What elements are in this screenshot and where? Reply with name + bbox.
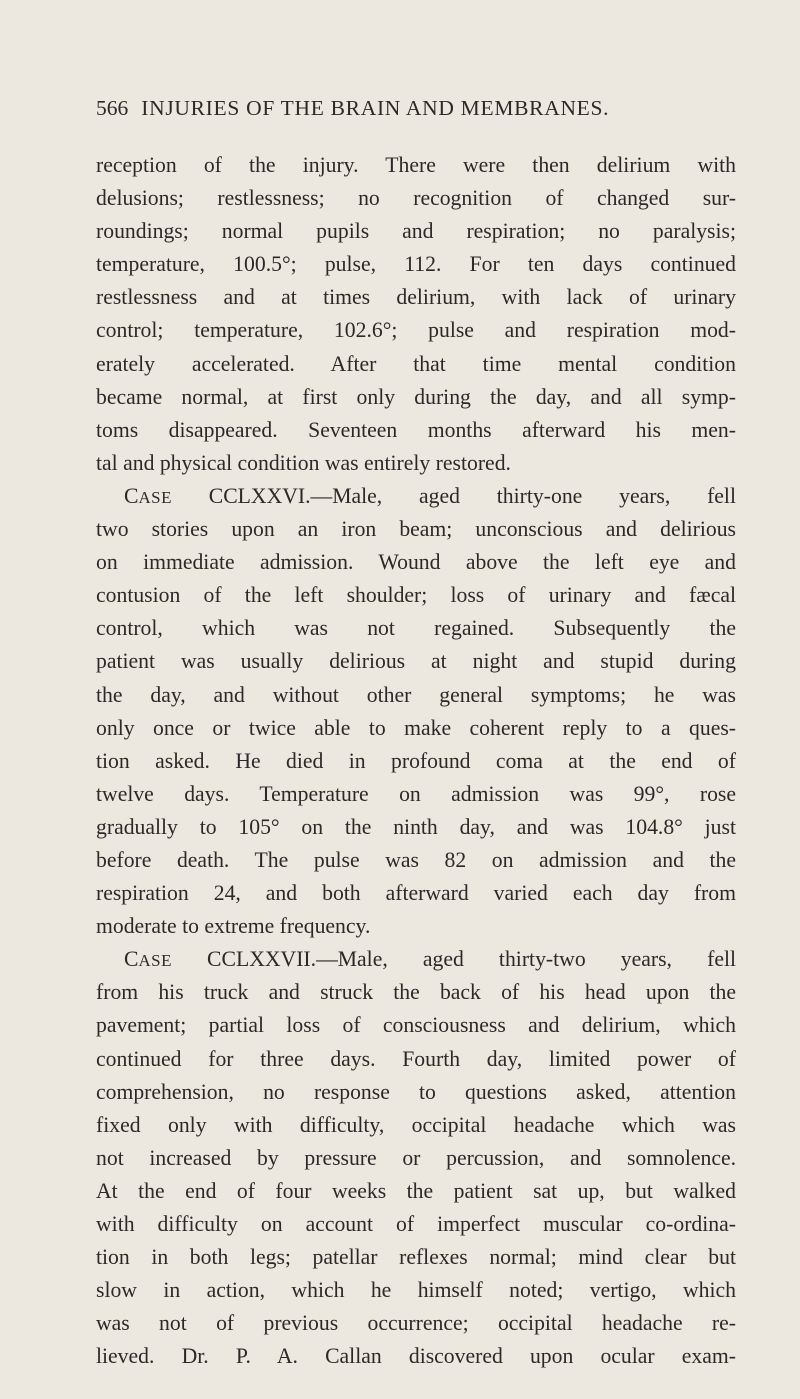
case-label-smallcaps: ASE [138, 951, 172, 971]
text-line: roundings; normal pupils and respiration; no paralysis; [96, 219, 736, 244]
text-line: erately accelerated. After that time mental condition [96, 351, 736, 376]
case-heading-276 [96, 480, 736, 513]
text-line: not increased by pressure or percussion, and somnolence. [96, 1145, 736, 1170]
text-line: on immediate admission. Wound above the left eye and [96, 550, 736, 575]
text-line: was not of previous occurrence; occipital headache re- [96, 1311, 736, 1336]
text-line: only once or twice able to make coherent reply to a ques- [96, 715, 736, 740]
text-line: tion asked. He died in profound coma at the end of [96, 748, 736, 773]
page-number: 566 [96, 96, 129, 120]
text-line: with difficulty on account of imperfect muscular co-ordina- [96, 1212, 736, 1236]
text-line: gradually to 105° on the ninth day, and was 104.8° just [96, 814, 736, 839]
text-line: twelve days. Temperature on admission was 99°, rose [96, 781, 736, 806]
text-line: tal and physical condition was entirely restored. [96, 450, 511, 475]
body-text [96, 149, 736, 1373]
text-line: moderate to extreme frequency. [96, 914, 371, 939]
case-heading-text: CCLXXVI.—Male, aged thirty-one years, fell [171, 483, 736, 508]
text-line: lieved. Dr. P. A. Callan discovered upon ocular exam- [96, 1344, 736, 1369]
text-line: before death. The pulse was 82 on admission and the [96, 847, 736, 872]
case-label-smallcaps: ASE [138, 487, 172, 507]
text-line: contusion of the left shoulder; loss of urinary and fæcal [96, 583, 736, 608]
case-heading-text: CCLXXVII.—Male, aged thirty-two years, fell [171, 947, 736, 972]
text-line: toms disappeared. Seventeen months afterward his men- [96, 417, 736, 442]
text-line: control; temperature, 102.6°; pulse and respiration mod- [96, 318, 736, 343]
text-line: slow in action, which he himself noted; vertigo, which [96, 1278, 736, 1303]
text-line: two stories upon an iron beam; unconscious and delirious [96, 517, 736, 542]
text-line: the day, and without other general symptoms; he was [96, 682, 736, 707]
page-header [96, 96, 736, 130]
text-line: restlessness and at times delirium, with lack of urinary [96, 285, 736, 310]
case-heading-277 [96, 943, 736, 976]
text-line: control, which was not regained. Subsequently the [96, 616, 736, 641]
case-label-initial: C [124, 947, 139, 972]
text-line: delusions; restlessness; no recognition of changed sur- [96, 186, 736, 211]
text-line: from his truck and struck the back of his head upon the [96, 980, 736, 1005]
text-line: tion in both legs; patellar reflexes normal; mind clear but [96, 1245, 736, 1270]
text-line: comprehension, no response to questions asked, attention [96, 1079, 736, 1104]
text-line: patient was usually delirious at night and stupid during [96, 649, 736, 674]
text-line: pavement; partial loss of consciousness and delirium, which [96, 1013, 736, 1038]
text-line: temperature, 100.5°; pulse, 112. For ten days continued [96, 252, 736, 277]
text-line: reception of the injury. There were then delirium with [96, 153, 736, 177]
text-line: continued for three days. Fourth day, limited power of [96, 1046, 736, 1071]
text-line: fixed only with difficulty, occipital headache which was [96, 1112, 736, 1137]
text-line: At the end of four weeks the patient sat up, but walked [96, 1178, 736, 1203]
case-label-initial: C [124, 483, 139, 508]
text-line: respiration 24, and both afterward varied each day from [96, 881, 736, 906]
text-line: became normal, at first only during the day, and all symp- [96, 384, 736, 409]
running-title: INJURIES OF THE BRAIN AND MEMBRANES. [141, 96, 610, 120]
